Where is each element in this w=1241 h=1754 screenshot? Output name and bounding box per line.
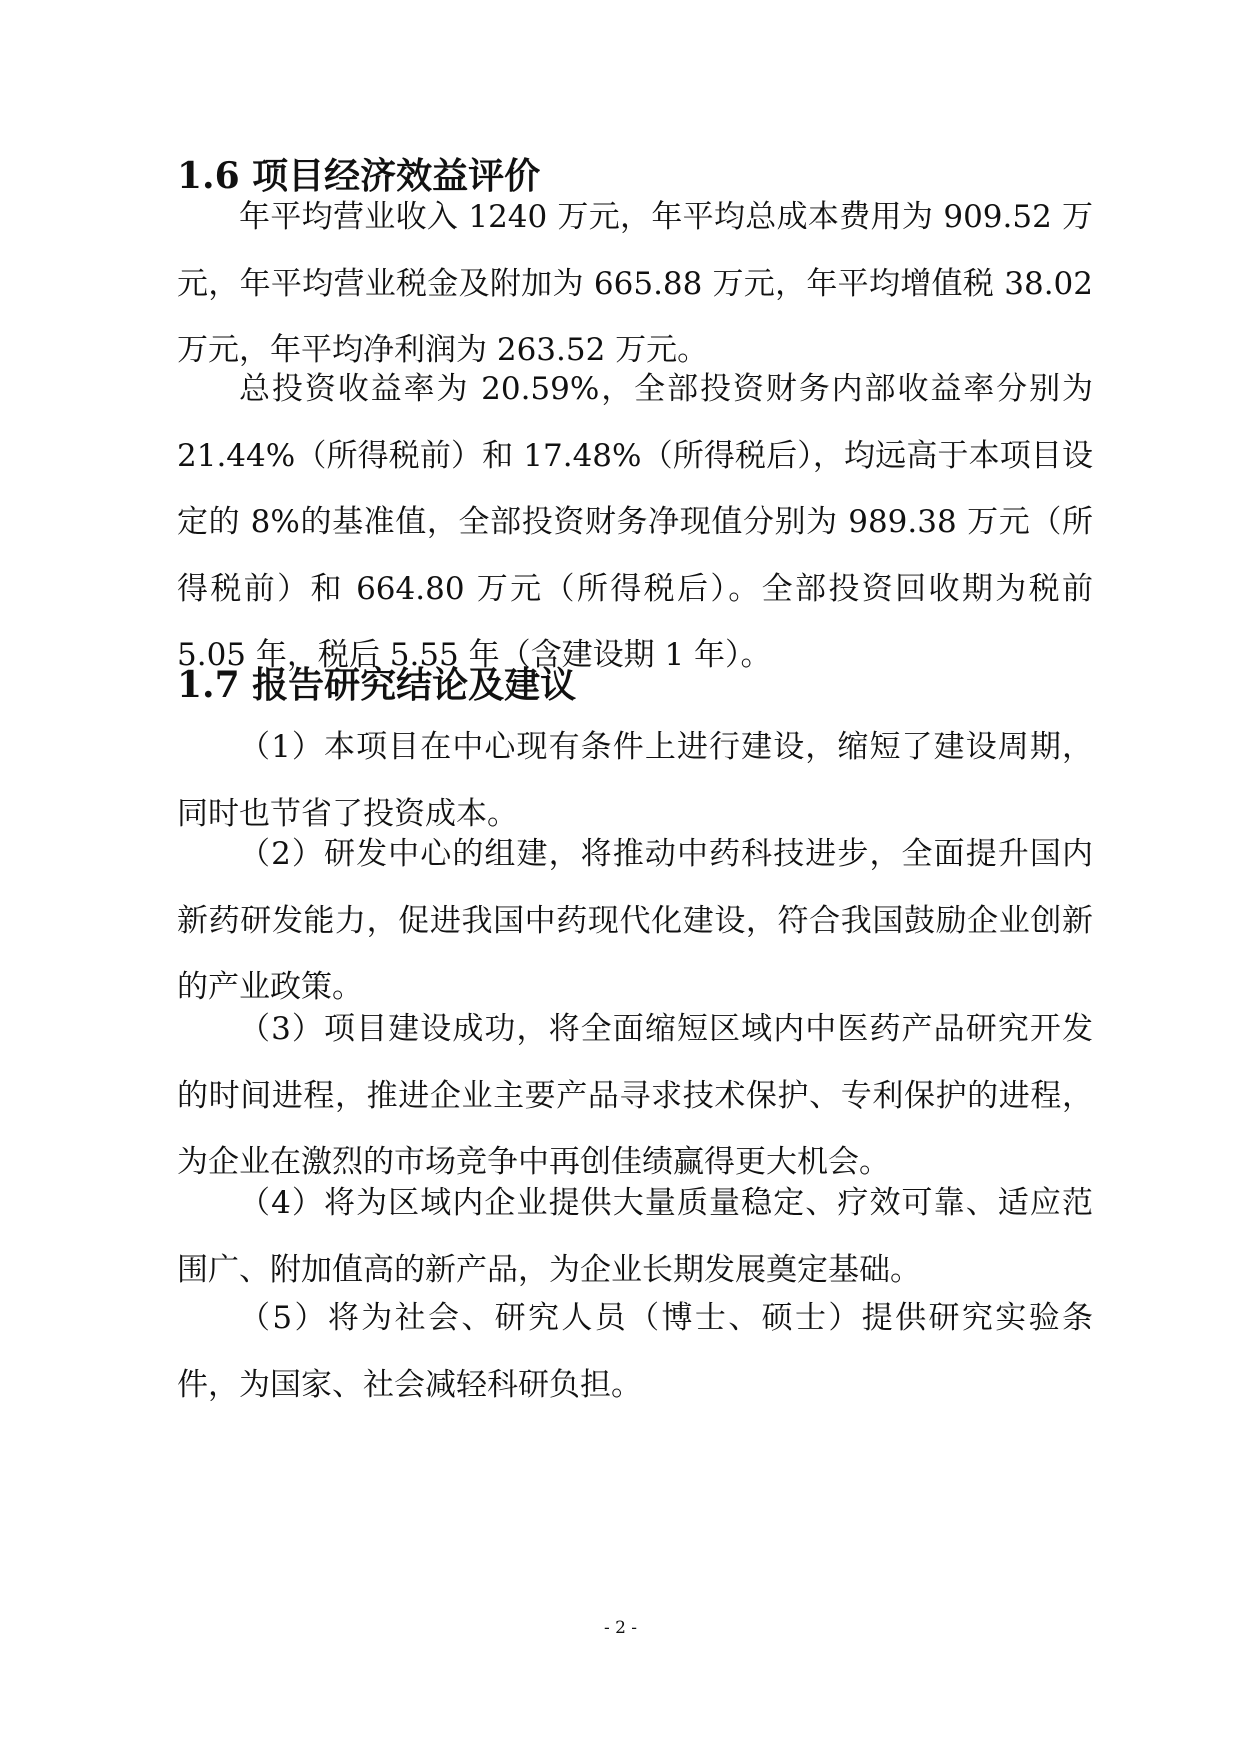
paragraph-economic-summary: 年平均营业收入 1240 万元，年平均总成本费用为 909.52 万元，年平均营业税金及附加为 665.88 万元，年平均增值税 38.02 万元，年平均净利润为 263.52 万元。 xyxy=(177,199,1093,368)
page-number: - 2 - xyxy=(603,1618,638,1638)
conclusion-item-2: （2）研发中心的组建，将推动中药科技进步，全面提升国内新药研发能力，促进我国中药现代化建设，符合我国鼓励企业创新的产业政策。 xyxy=(177,836,1093,1005)
section-heading-1-6: 1.6 项目经济效益评价 xyxy=(177,155,541,197)
section-heading-1-7: 1.7 报告研究结论及建议 xyxy=(177,664,577,706)
conclusion-item-4: （4）将为区域内企业提供大量质量稳定、疗效可靠、适应范围广、附加值高的新产品，为企业长期发展奠定基础。 xyxy=(177,1185,1093,1288)
paragraph-investment-returns: 总投资收益率为 20.59%，全部投资财务内部收益率分别为 21.44%（所得税前）和 17.48%（所得税后），均远高于本项目设定的 8%的基准值，全部投资财务净现值分别为 989.38 万元（所得税前）和 664.80 万元（所得税后）。全部投资回收期为税前 5.05 年，税后 5.55 年（含建设期 1 年）。 xyxy=(177,371,1093,673)
conclusion-item-1: （1）本项目在中心现有条件上进行建设，缩短了建设周期，同时也节省了投资成本。 xyxy=(177,729,1093,832)
conclusion-item-3: （3）项目建设成功，将全面缩短区域内中医药产品研究开发的时间进程，推进企业主要产品寻求技术保护、专利保护的进程，为企业在激烈的市场竞争中再创佳绩赢得更大机会。 xyxy=(177,1011,1093,1180)
conclusion-item-5: （5）将为社会、研究人员（博士、硕士）提供研究实验条件，为国家、社会减轻科研负担。 xyxy=(177,1300,1093,1403)
